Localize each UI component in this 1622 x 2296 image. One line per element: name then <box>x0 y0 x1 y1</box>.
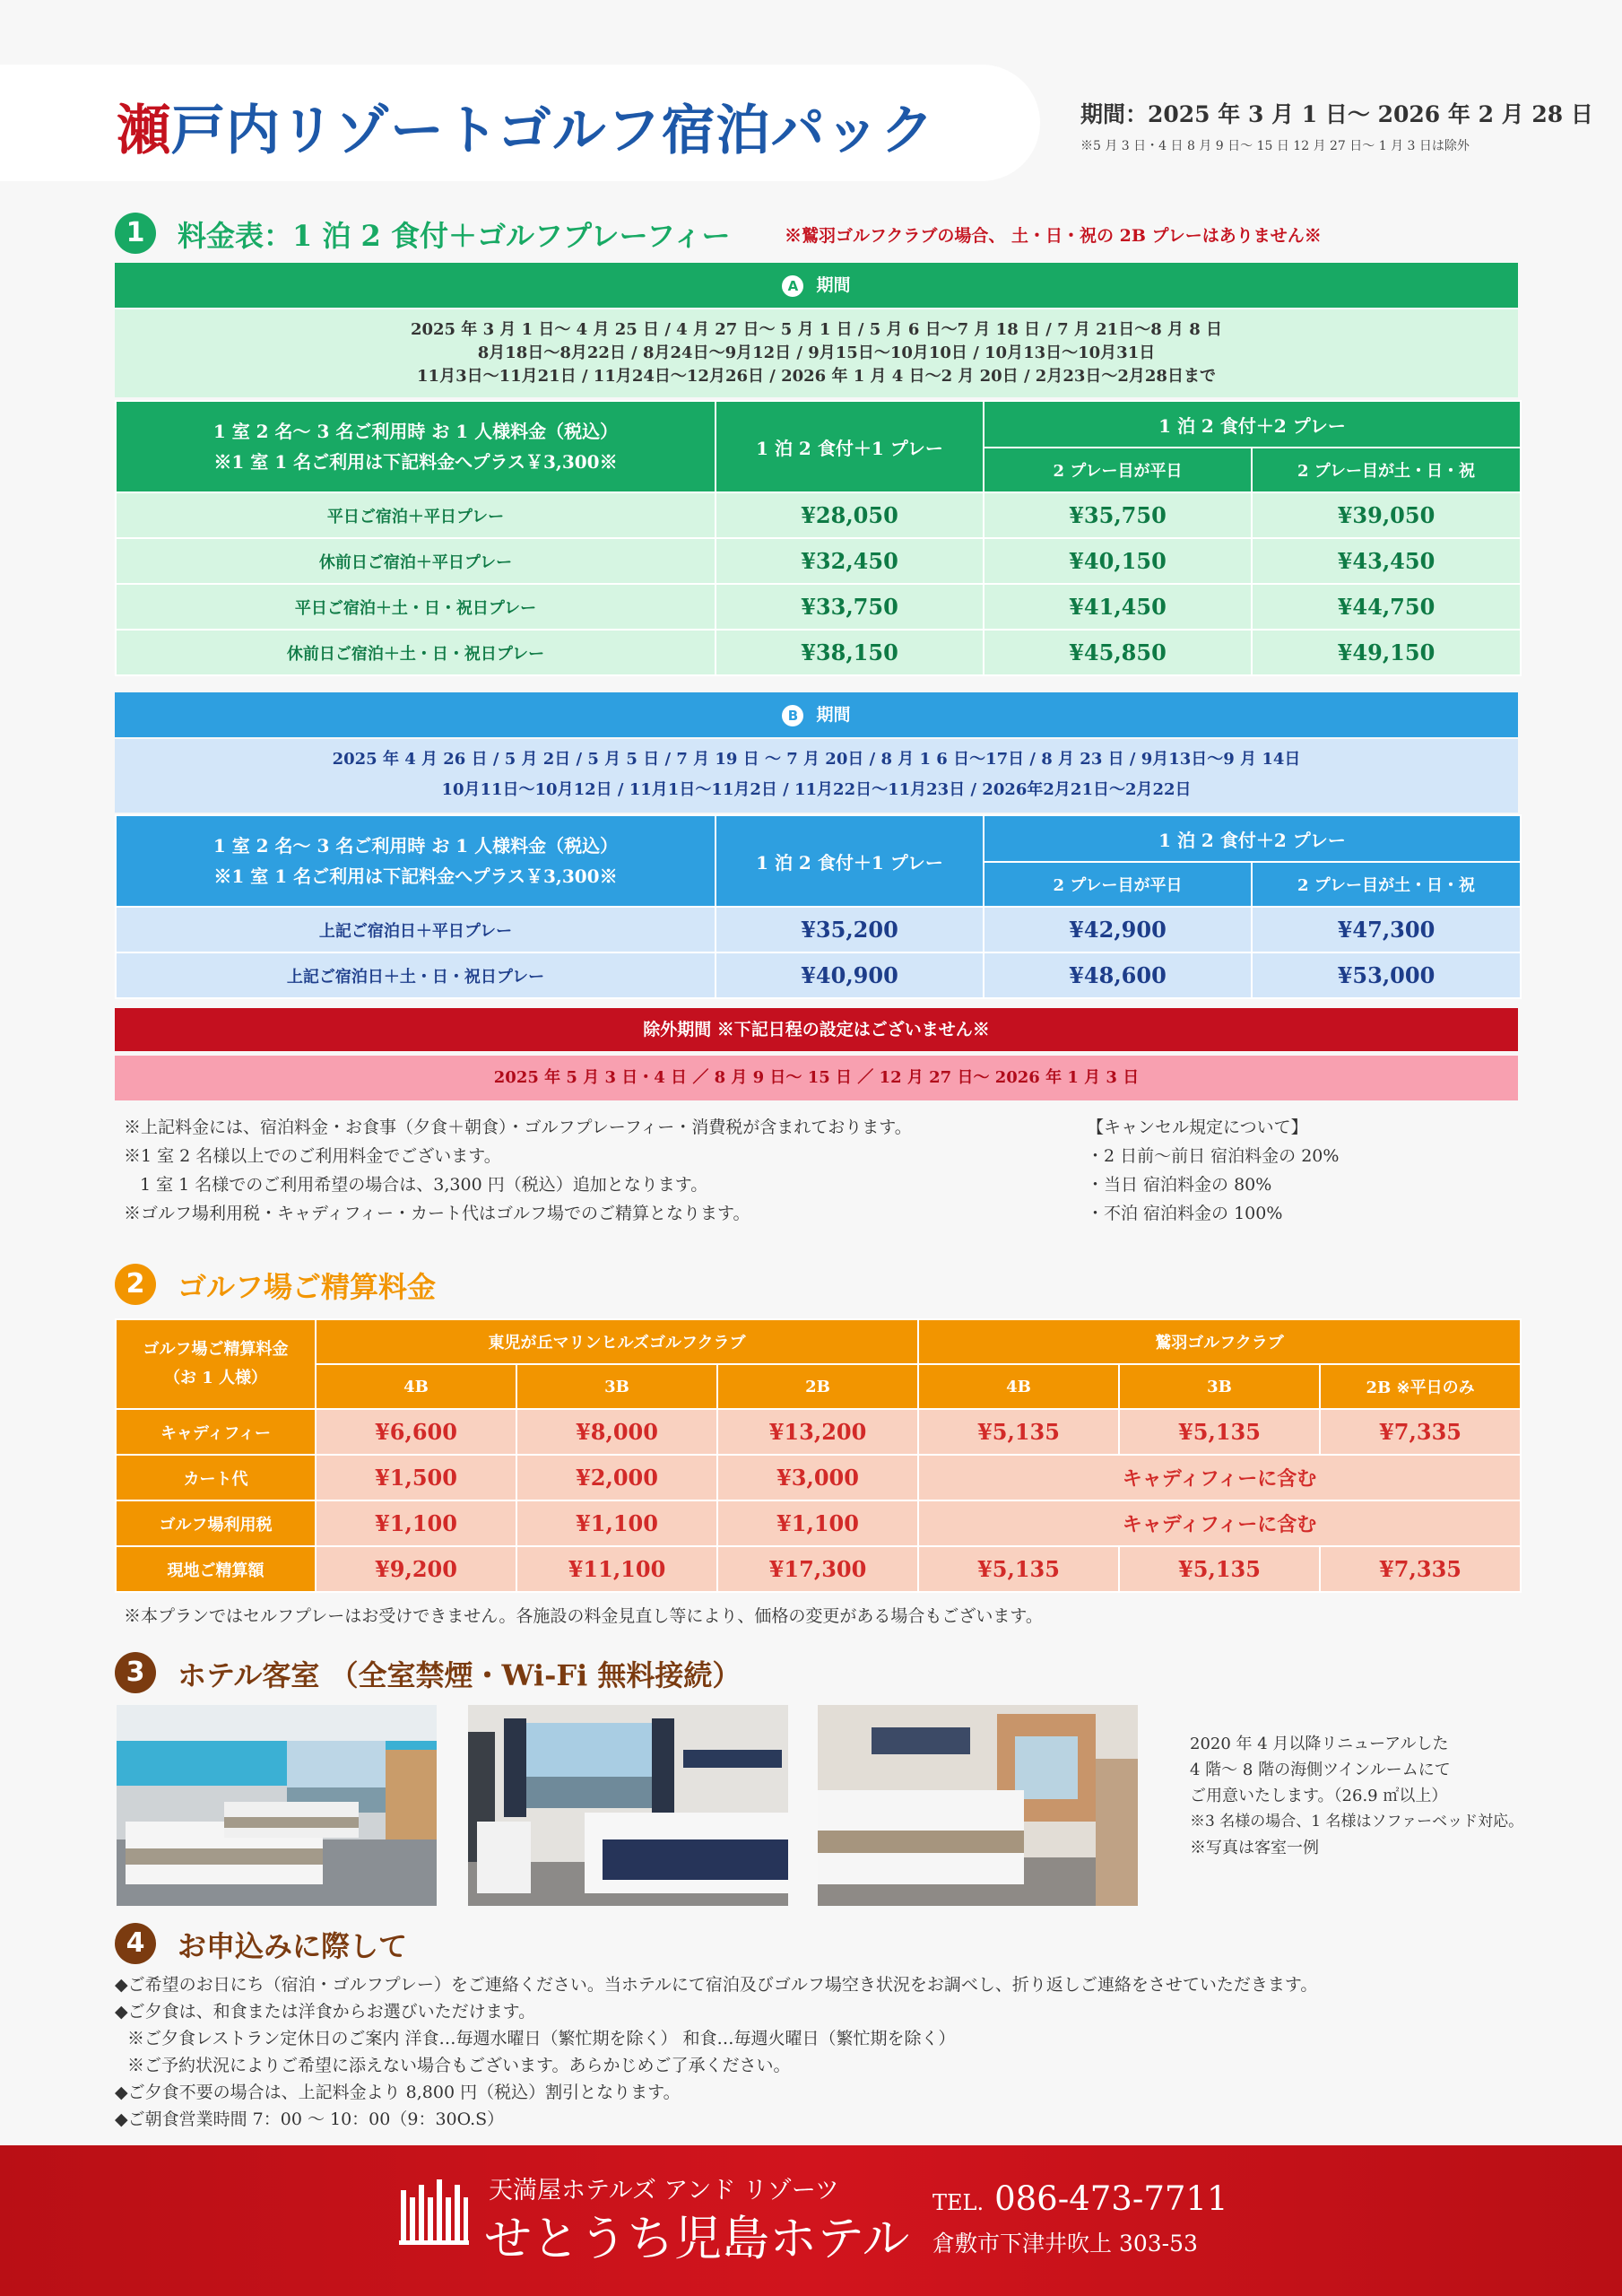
golf-corner-header <box>116 1319 316 1409</box>
fee-cell: ¥6,600 <box>316 1409 516 1455</box>
price-cell: ¥48,600 <box>984 952 1252 998</box>
room-text-line: 4 階～ 8 階の海側ツインルームにて <box>1190 1761 1451 1779</box>
note-line: ※上記料金には、宿泊料金・お食事（夕食＋朝食）・ゴルフプレーフィー・消費税が含まれております。 <box>124 1118 912 1137</box>
table-row <box>116 1500 1521 1546</box>
application-line: ◆ご夕食不要の場合は、上記料金より 8,800 円（税込）割引となります。 <box>115 2083 681 2102</box>
row-label: カート代 <box>116 1455 316 1500</box>
golf-note: ※本プランではセルフプレーはお受けできません。各施設の料金見直し等により、価格の変更がある場合もございます。 <box>124 1606 1043 1626</box>
periodB-dates-line: 2025 年 4 月 26 日 / 5 月 2日 / 5 月 5 日 / 7 月 19 日 ～ 7 月 20日 / 8 月 1 6 日～17日 / 8 月 23 日 / 9月13日～9 月 14日 <box>332 750 1301 769</box>
periodA-price-table <box>115 400 1522 676</box>
periodA-badge: A <box>782 275 803 297</box>
application-line: ※ご予約状況によりご希望に添えない場合もございます。あらかじめご了承ください。 <box>127 2056 791 2075</box>
footer-brand: 天満屋ホテルズ アンド リゾーツ <box>489 2177 839 2205</box>
exclusion-header: 除外期間 ※下記日程の設定はございません※ <box>115 1008 1518 1051</box>
periodA-head-2play: 1 泊 2 食付＋2 プレー <box>984 401 1521 448</box>
row-label: 平日ご宿泊＋土・日・祝日プレー <box>116 584 716 630</box>
price-cell: ¥44,750 <box>1252 584 1521 630</box>
col-header: 3B <box>516 1364 717 1409</box>
fee-cell: ¥2,000 <box>516 1455 717 1500</box>
periodB-header <box>115 692 1518 737</box>
golf-corner-line1: ゴルフ場ご精算料金 <box>143 1340 289 1359</box>
col-header: 2B <box>717 1364 918 1409</box>
title-rest: 戸内リゾートゴルフ宿泊パック <box>171 100 935 162</box>
club1-header: 東児が丘マリンヒルズゴルフクラブ <box>316 1319 918 1364</box>
price-cell: ¥39,050 <box>1252 492 1521 538</box>
table-row <box>116 1409 1521 1455</box>
cancel-policy <box>1087 1113 1339 1228</box>
exclusion-dates: 2025 年 5 月 3 日・4 日 ／ 8 月 9 日～ 15 日 ／ 12 月 27 日～ 2026 年 1 月 3 日 <box>115 1056 1518 1100</box>
room-text-line: ※写真は客室一例 <box>1190 1839 1319 1857</box>
application-line: ◆ご朝食営業時間 7：00 ～ 10：00（9：30O.S） <box>115 2109 505 2129</box>
room-text-line: ※3 名様の場合、1 名様はソファーベッド対応。 <box>1190 1813 1524 1831</box>
price-cell: ¥41,450 <box>984 584 1252 630</box>
fee-cell: ¥5,135 <box>918 1409 1119 1455</box>
periodA-dates-line: 2025 年 3 月 1 日～ 4 月 25 日 / 4 月 27 日～ 5 月 1 日 / 5 月 6 日～7 月 18 日 / 7 月 21日～8 月 8 日 <box>410 320 1223 339</box>
price-notes <box>124 1113 912 1228</box>
row-label: ゴルフ場利用税 <box>116 1500 316 1546</box>
periodA-head-left <box>116 401 716 492</box>
application-notes <box>115 1971 1317 2133</box>
table-row <box>116 907 1521 952</box>
tel-label: TEL. <box>932 2190 984 2215</box>
application-line: ◆ご夕食は、和食または洋食からお選びいただけます。 <box>115 2002 536 2022</box>
section4-title: お申込みに際して <box>178 1929 408 1963</box>
fee-cell: ¥1,100 <box>717 1500 918 1546</box>
cancel-line: ・不泊 宿泊料金の 100% <box>1087 1204 1283 1223</box>
periodB-dates <box>115 739 1518 813</box>
table-row <box>116 584 1521 630</box>
table-row <box>116 492 1521 538</box>
fee-cell: ¥7,335 <box>1320 1409 1521 1455</box>
section1-title: 料金表：1 泊 2 食付＋ゴルフプレーフィー <box>178 219 731 253</box>
room-photo <box>117 1705 437 1906</box>
periodA-header <box>115 263 1518 308</box>
application-line: ※ご夕食レストラン定休日のご案内 洋食…毎週水曜日（繁忙期を除く） 和食…毎週火曜日（繁忙期を除く） <box>127 2029 956 2048</box>
hotel-address: 倉敷市下津井吹上 303-53 <box>932 2231 1198 2257</box>
price-cell: ¥53,000 <box>1252 952 1521 998</box>
room-photo <box>468 1705 788 1906</box>
cancel-line: ・当日 宿泊料金の 80% <box>1087 1175 1272 1195</box>
table-row <box>116 630 1521 675</box>
room-description <box>1190 1731 1523 1861</box>
note-line: ※1 室 2 名様以上でのご利用料金でございます。 <box>124 1146 501 1166</box>
fee-cell: ¥13,200 <box>717 1409 918 1455</box>
row-label: 上記ご宿泊日＋土・日・祝日プレー <box>116 952 716 998</box>
price-cell: ¥42,900 <box>984 907 1252 952</box>
price-cell: ¥35,750 <box>984 492 1252 538</box>
section4-number: 4 <box>115 1923 156 1964</box>
price-cell: ¥49,150 <box>1252 630 1521 675</box>
row-label: 休前日ご宿泊＋平日プレー <box>116 538 716 584</box>
periodB-head-left <box>116 815 716 907</box>
row-label: 平日ご宿泊＋平日プレー <box>116 492 716 538</box>
row-label: キャディフィー <box>116 1409 316 1455</box>
section3-number: 3 <box>115 1652 156 1693</box>
title-first-char: 瀬 <box>117 100 171 162</box>
col-header: 4B <box>918 1364 1119 1409</box>
periodA-head-1play: 1 泊 2 食付＋1 プレー <box>716 401 984 492</box>
price-cell: ¥38,150 <box>716 630 984 675</box>
fee-cell: ¥1,100 <box>516 1500 717 1546</box>
club2-header: 鷲羽ゴルフクラブ <box>918 1319 1521 1364</box>
tel-value: 086-473-7711 <box>994 2179 1228 2218</box>
page-title <box>117 88 935 165</box>
periodB-head-2play-weekday: 2 プレー目が平日 <box>984 862 1252 907</box>
golf-corner-line2: （お 1 人様） <box>163 1369 268 1387</box>
table-row <box>116 952 1521 998</box>
periodA-dates-line: 8月18日～8月22日 / 8月24日～9月12日 / 9月15日～10月10日 / 10月13日～10月31日 <box>477 344 1156 362</box>
periodB-head-2play-weekend: 2 プレー目が土・日・祝 <box>1252 862 1521 907</box>
note-line: ※ゴルフ場利用税・キャディフィー・カート代はゴルフ場でのご精算となります。 <box>124 1204 750 1223</box>
application-line: ◆ご希望のお日にち（宿泊・ゴルフプレー）をご連絡ください。当ホテルにて宿泊及びゴルフ場空き状況をお調べし、折り返しご連絡をさせていただきます。 <box>115 1975 1318 1995</box>
hotel-logo-icon <box>399 2178 469 2248</box>
table-row <box>116 538 1521 584</box>
periodB-dates-line: 10月11日～10月12日 / 11月1日～11月2日 / 11月22日～11月23日 / 2026年2月21日～2月22日 <box>441 780 1192 799</box>
table-row <box>116 1546 1521 1592</box>
phone-number[interactable] <box>932 2179 1228 2218</box>
section2-title: ゴルフ場ご精算料金 <box>178 1270 437 1304</box>
price-cell: ¥43,450 <box>1252 538 1521 584</box>
price-cell: ¥40,900 <box>716 952 984 998</box>
col-header: 4B <box>316 1364 516 1409</box>
room-text-line: ご用意いたします。（26.9 ㎡以上） <box>1190 1787 1448 1805</box>
fee-cell: ¥9,200 <box>316 1546 516 1592</box>
periodA-dates-line: 11月3日～11月21日 / 11月24日～12月26日 / 2026 年 1 月 4 日～2 月 20日 / 2月23日～2月28日まで <box>417 367 1216 386</box>
table-row <box>116 1455 1521 1500</box>
price-cell: ¥33,750 <box>716 584 984 630</box>
fee-cell: ¥5,135 <box>1119 1546 1320 1592</box>
periodB-head-2play: 1 泊 2 食付＋2 プレー <box>984 815 1521 862</box>
fee-cell: ¥1,100 <box>316 1500 516 1546</box>
fee-cell: ¥17,300 <box>717 1546 918 1592</box>
hotel-name: せとうち児島ホテル <box>484 2212 910 2266</box>
price-cell: ¥47,300 <box>1252 907 1521 952</box>
periodB-price-table <box>115 814 1522 999</box>
golf-fee-table <box>115 1318 1522 1593</box>
note-line: 1 室 1 名様でのご利用希望の場合は、3,300 円（税込）追加となります。 <box>140 1175 708 1195</box>
fee-cell: ¥8,000 <box>516 1409 717 1455</box>
room-text-line: 2020 年 4 月以降リニューアルした <box>1190 1735 1449 1753</box>
periodA-dates <box>115 309 1518 397</box>
periodA-head-left-line2: ※1 室 1 名ご利用は下記料金へプラス￥3,300※ <box>213 451 618 473</box>
fee-cell: ¥3,000 <box>717 1455 918 1500</box>
col-header: 3B <box>1119 1364 1320 1409</box>
periodB-head-left-line1: 1 室 2 名～ 3 名ご利用時 お 1 人様料金（税込） <box>213 835 619 857</box>
included-in-caddie-fee: キャディフィーに含む <box>918 1455 1521 1500</box>
room-photo <box>818 1705 1138 1906</box>
fee-cell: ¥11,100 <box>516 1546 717 1592</box>
price-cell: ¥35,200 <box>716 907 984 952</box>
cancel-title: 【キャンセル規定について】 <box>1087 1118 1308 1137</box>
col-header: 2B ※平日のみ <box>1320 1364 1521 1409</box>
cancel-line: ・2 日前～前日 宿泊料金の 20% <box>1087 1146 1340 1166</box>
package-period: 期間：2025 年 3 月 1 日～ 2026 年 2 月 28 日 <box>1080 101 1593 127</box>
periodA-label: 期間 <box>816 275 851 295</box>
section2-number: 2 <box>115 1264 156 1305</box>
price-cell: ¥40,150 <box>984 538 1252 584</box>
periodA-head-left-line1: 1 室 2 名～ 3 名ご利用時 お 1 人様料金（税込） <box>213 421 619 442</box>
period-exclusion-note: ※5 月 3 日・4 日 8 月 9 日～ 15 日 12 月 27 日～ 1 月 3 日は除外 <box>1080 139 1470 153</box>
periodB-label: 期間 <box>816 705 851 725</box>
periodA-head-2play-weekend: 2 プレー目が土・日・祝 <box>1252 448 1521 492</box>
periodA-head-2play-weekday: 2 プレー目が平日 <box>984 448 1252 492</box>
fee-cell: ¥1,500 <box>316 1455 516 1500</box>
price-cell: ¥32,450 <box>716 538 984 584</box>
section1-number: 1 <box>115 213 156 254</box>
section1-note: ※鷲羽ゴルフクラブの場合、 土・日・祝の 2B プレーはありません※ <box>785 226 1322 246</box>
fee-cell: ¥5,135 <box>1119 1409 1320 1455</box>
row-label: 上記ご宿泊日＋平日プレー <box>116 907 716 952</box>
periodB-head-1play: 1 泊 2 食付＋1 プレー <box>716 815 984 907</box>
row-label: 休前日ご宿泊＋土・日・祝日プレー <box>116 630 716 675</box>
price-cell: ¥28,050 <box>716 492 984 538</box>
included-in-caddie-fee: キャディフィーに含む <box>918 1500 1521 1546</box>
periodB-head-left-line2: ※1 室 1 名ご利用は下記料金へプラス￥3,300※ <box>213 865 618 887</box>
fee-cell: ¥5,135 <box>918 1546 1119 1592</box>
section3-title: ホテル客室 （全室禁煙・Wi-Fi 無料接続） <box>178 1658 742 1692</box>
fee-cell: ¥7,335 <box>1320 1546 1521 1592</box>
price-cell: ¥45,850 <box>984 630 1252 675</box>
row-label: 現地ご精算額 <box>116 1546 316 1592</box>
periodB-badge: B <box>782 705 803 726</box>
